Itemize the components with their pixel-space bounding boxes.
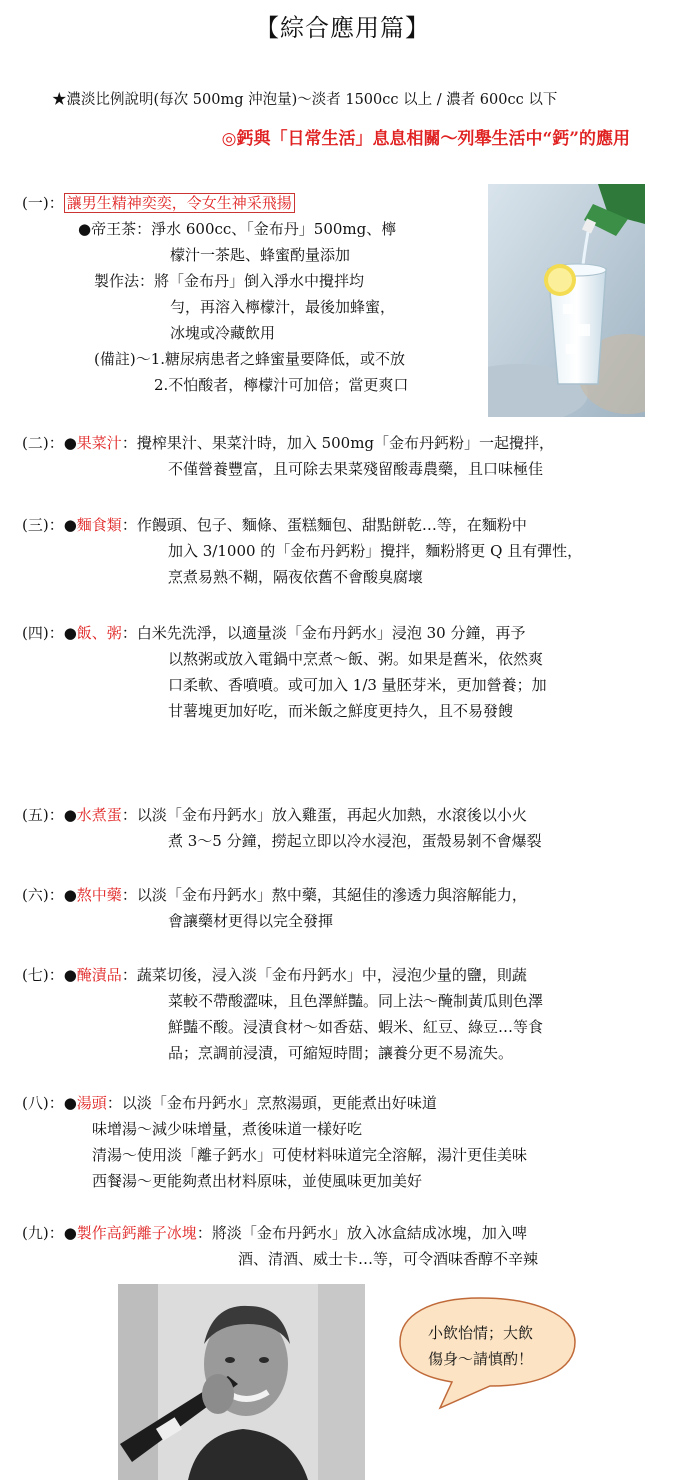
section-7-label: 醃漬品 xyxy=(76,966,122,984)
section-4-number: (四)：● xyxy=(22,624,77,642)
section-4-line-4: 甘薯塊更加好吃，而米飯之鮮度更持久，且不易發餿 xyxy=(168,702,514,720)
section-2-label: 果菜汁 xyxy=(76,434,122,452)
bubble-line-1: 小飲怡情；大飲 xyxy=(428,1324,534,1342)
section-1-number: (一)： xyxy=(22,194,64,212)
section-5-number: (五)：● xyxy=(22,806,77,824)
section-1-line-7: 2.不怕酸者，檸檬汁可加倍；當更爽口 xyxy=(154,376,409,394)
section-4-line-2: 以熬粥或放入電鍋中烹煮～飯、粥。如果是舊米，依然爽 xyxy=(168,650,544,668)
section-9-number: (九)：● xyxy=(22,1224,77,1242)
section-6-number: (六)：● xyxy=(22,886,77,904)
section-4-line-3: 口柔軟、香噴噴。或可加入 1/3 量胚芽米，更加營養；加 xyxy=(168,676,547,694)
section-8-line-4: 西餐湯～更能夠煮出材料原味，並使風味更加美好 xyxy=(92,1172,423,1190)
section-4-line-1: (四)：●飯、粥：白米先洗淨，以適量淡「金布丹鈣水」浸泡 30 分鐘，再予 xyxy=(22,624,526,642)
section-7-line-1: (七)：●醃漬品：蔬菜切後，浸入淡「金布丹鈣水」中，浸泡少量的鹽，則蔬 xyxy=(22,966,527,984)
section-7-line-2: 菜較不帶酸澀味，且色澤鮮豔。同上法～醃制黃瓜則色澤 xyxy=(168,992,544,1010)
section-2-line-1: (二)：●果菜汁：攪榨果汁、果菜汁時，加入 500mg「金布丹鈣粉」一起攪拌， xyxy=(22,434,555,452)
section-8-line-3: 清湯～使用淡「離子鈣水」可使材料味道完全溶解，湯汁更佳美味 xyxy=(92,1146,528,1164)
section-6-line-1: (六)：●熬中藥：以淡「金布丹鈣水」熬中藥，其絕佳的滲透力與溶解能力， xyxy=(22,886,527,904)
man-with-wine-photo xyxy=(118,1284,365,1480)
section-5-line-2: 煮 3～5 分鐘，撈起立即以冷水浸泡，蛋殼易剝不會爆裂 xyxy=(168,832,542,850)
section-7-number: (七)：● xyxy=(22,966,77,984)
section-3-number: (三)：● xyxy=(22,516,77,534)
section-1-line-3: 製作法：將「金布丹」倒入淨水中攪拌均 xyxy=(94,272,365,290)
section-1-line-2: 檬汁一茶匙、蜂蜜酌量添加 xyxy=(170,246,351,264)
section-2-line-2: 不僅營養豐富，且可除去果菜殘留酸毒農藥，且口味極佳 xyxy=(168,460,544,478)
section-3-line-2: 加入 3/1000 的「金布丹鈣粉」攪拌，麵粉將更 Q 且有彈性， xyxy=(168,542,583,560)
section-1 xyxy=(22,190,295,216)
section-9-line-2: 酒、清酒、威士卡…等，可令酒味香醇不辛辣 xyxy=(238,1250,539,1268)
section-3-line-3: 烹煮易熟不糊，隔夜依舊不會酸臭腐壞 xyxy=(168,568,424,586)
headline: ◎鈣與「日常生活」息息相關～列舉生活中“鈣”的應用 xyxy=(221,129,630,149)
page-title: 【綜合應用篇】 xyxy=(255,14,430,42)
section-7-line-3: 鮮豔不酸。浸漬食材～如香菇、蝦米、紅豆、綠豆…等食 xyxy=(168,1018,544,1036)
section-9-line-1: (九)：●製作高鈣離子冰塊：將淡「金布丹鈣水」放入冰盒結成冰塊，加入啤 xyxy=(22,1224,527,1242)
section-8-label: 湯頭 xyxy=(76,1094,107,1112)
section-1-line-4: 勻，再溶入檸檬汁，最後加蜂蜜， xyxy=(170,298,396,316)
speech-bubble xyxy=(380,1290,580,1410)
section-6-line-2: 會讓藥材更得以完全發揮 xyxy=(168,912,334,930)
section-1-line-1: ●帝王茶：淨水 600cc、「金布丹」500mg、檸 xyxy=(78,220,397,238)
section-8-line-2: 味增湯～減少味增量，煮後味道一樣好吃 xyxy=(92,1120,363,1138)
section-6-label: 熬中藥 xyxy=(76,886,122,904)
section-3-line-1: (三)：●麵食類：作饅頭、包子、麵條、蛋糕麵包、甜點餅乾…等，在麵粉中 xyxy=(22,516,527,534)
section-9-label: 製作高鈣離子冰塊 xyxy=(76,1224,197,1242)
section-2-number: (二)：● xyxy=(22,434,77,452)
section-3-label: 麵食類 xyxy=(76,516,122,534)
ratio-note: ★濃淡比例說明(每次 500mg 沖泡量)～淡者 1500cc 以上 / 濃者 600cc 以下 xyxy=(52,92,558,108)
section-4-label: 飯、粥 xyxy=(76,624,122,642)
section-1-line-5: 冰塊或冷藏飲用 xyxy=(170,324,276,342)
section-1-title: 讓男生精神奕奕，令女生神采飛揚 xyxy=(64,193,295,213)
section-7-line-4: 品；烹調前浸漬，可縮短時間；讓養分更不易流失。 xyxy=(168,1044,514,1062)
bubble-line-2: 傷身～請慎酌！ xyxy=(428,1350,534,1368)
section-8-number: (八)：● xyxy=(22,1094,77,1112)
section-5-label: 水煮蛋 xyxy=(76,806,122,824)
lemon-water-photo xyxy=(488,184,645,417)
section-8-line-1: (八)：●湯頭：以淡「金布丹鈣水」烹熬湯頭，更能煮出好味道 xyxy=(22,1094,437,1112)
section-5-line-1: (五)：●水煮蛋：以淡「金布丹鈣水」放入雞蛋，再起火加熱，水滾後以小火 xyxy=(22,806,527,824)
section-1-line-6: (備註)～1.糖尿病患者之蜂蜜量要降低，或不放 xyxy=(94,350,406,368)
